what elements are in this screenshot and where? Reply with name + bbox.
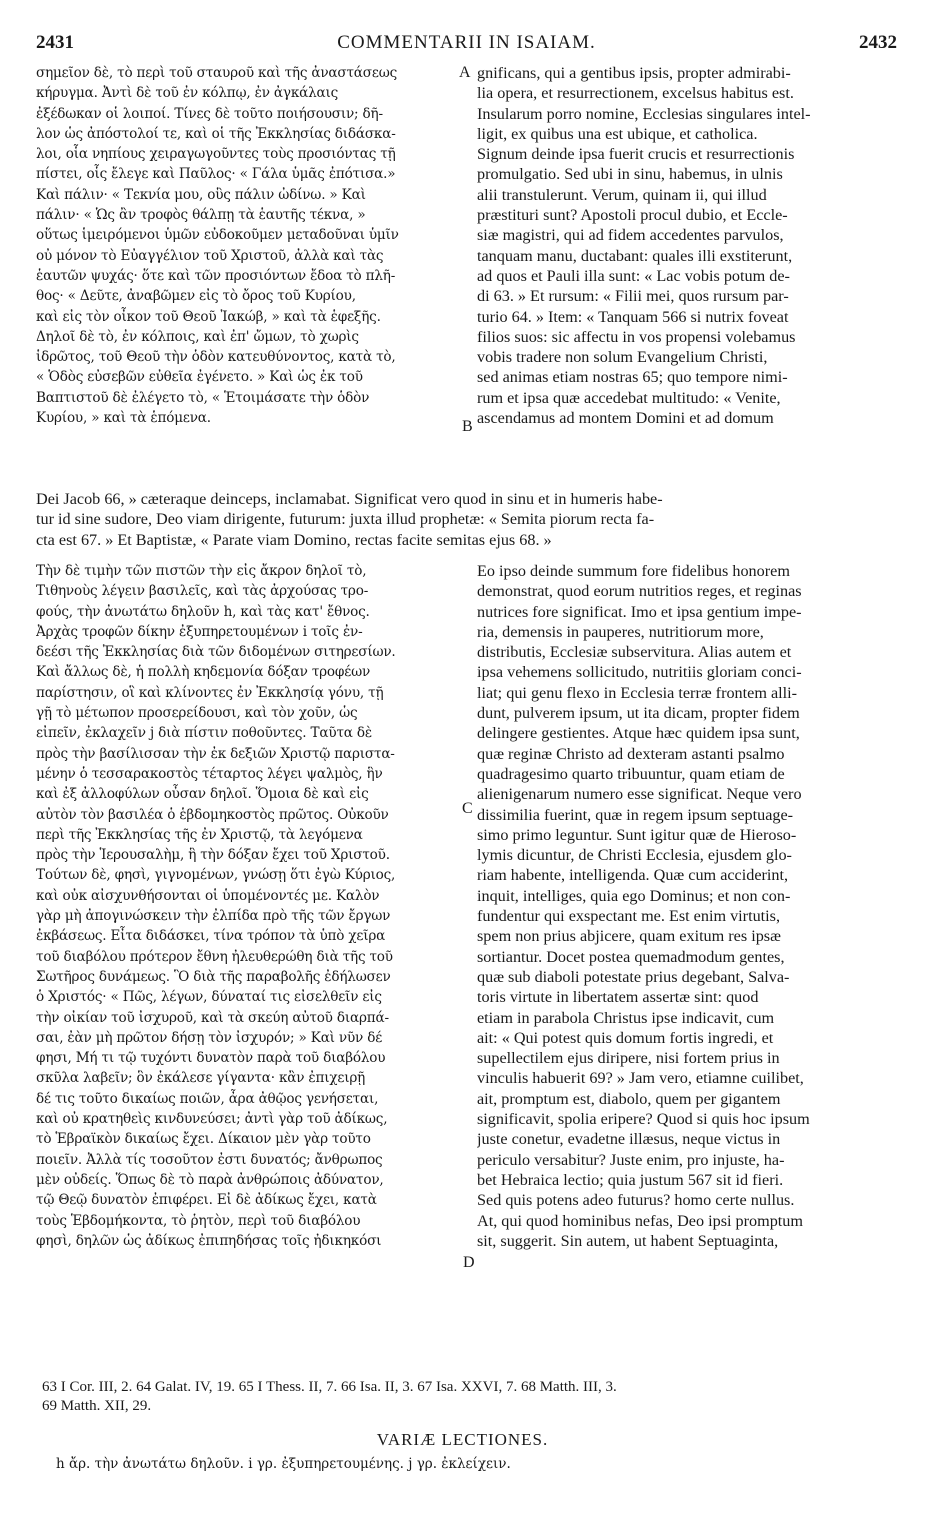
latin-line: dunt, pulverem ipsum, ut ita dicam, propter fidem bbox=[477, 704, 800, 723]
latin-line: rum et ipsa quæ accedebat multitudo: « Venite, bbox=[477, 388, 781, 407]
greek-line: κήρυγμα. Ἀντὶ δὲ τοῦ ἐν κόλπῳ, ἐν ἀγκάλαις bbox=[36, 85, 339, 102]
greek-line: θος· « Δεῦτε, ἀναβῶμεν εἰς τὸ ὄρος τοῦ Κυρίου, bbox=[36, 288, 356, 305]
latin-line: sit, suggerit. Sin autem, ut habent Septuaginta, bbox=[477, 1231, 779, 1250]
page-number-right: 2432 bbox=[859, 32, 897, 53]
greek-line: τὴν οἰκίαν τοῦ ἰσχυροῦ, καὶ τὰ σκεύη αὐτοῦ διαρπά- bbox=[36, 1009, 389, 1026]
greek-line: Καὶ πάλιν· « Τεκνία μου, οὓς πάλιν ὠδίνω. » Καὶ bbox=[36, 186, 366, 203]
latin-line: alienigenarum numero esse significat. Neque vero bbox=[477, 785, 802, 804]
greek-line: Ἀρχὰς τροφῶν δίκην ἐξυπηρετουμένων i τοῖς ἐν- bbox=[36, 623, 363, 640]
greek-line: καὶ οὐ κρατηθεὶς κινδυνεύσει; ἀντὶ γὰρ τοῦ ἀδίκως, bbox=[36, 1111, 388, 1128]
greek-line: ἐξέδωκαν οἱ λοιποί. Τίνες δὲ τοῦτο ποιήσουσιν; δῆ- bbox=[36, 105, 383, 122]
greek-line: πρὸς τὴν Ἱερουσαλὴμ, ἣ τὴν δόξαν ἔχει τοῦ Χριστοῦ. bbox=[36, 847, 390, 864]
greek-line: τῷ Θεῷ δυνατὸν ἐπιφέρει. Εἰ δὲ ἀδίκως ἔχει, κατὰ bbox=[36, 1192, 377, 1209]
footnote-line: 63 I Cor. III, 2. 64 Galat. IV, 19. 65 I Thess. II, 7. 66 Isa. II, 3. 67 Isa. XXVI, 7. 68 Matth. III, 3. bbox=[42, 1379, 617, 1395]
latin-line: Signum deinde ipsa fuerit crucis et resurrectionis bbox=[477, 145, 795, 164]
full-width-text bbox=[36, 489, 896, 550]
latin-line: ait, promptum est, diabolo, quem per gigantem bbox=[477, 1089, 781, 1108]
greek-line: πάλιν· « Ὡς ἂν τροφὸς θάλπῃ τὰ ἑαυτῆς τέκνα, » bbox=[36, 207, 366, 224]
greek-line: Καὶ ἄλλως δὲ, ἡ πολλὴ κηδεμονία δόξαν τροφέων bbox=[36, 664, 371, 681]
latin-line: demonstrat, quod eorum nutritios reges, et reginas bbox=[477, 582, 802, 601]
latin-line: ait: « Qui potest quis domum fortis ingredi, et bbox=[477, 1028, 774, 1047]
latin-line: inquit, intelliges, quia ego Dominus; et non con- bbox=[477, 886, 791, 905]
greek-line: ἱδρῶτος, τοῦ Θεοῦ τὴν ὁδὸν κατευθύνοντος, κατὰ τὸ, bbox=[36, 349, 396, 366]
latin-line: distributis, Ecclesiæ subservitura. Alias autem et bbox=[477, 643, 792, 662]
greek-line: μὲν οὐδείς. Ὅπως δὲ τὸ παρὰ ἀνθρώποις ἀδύνατον, bbox=[36, 1171, 384, 1188]
greek-line: τοὺς Ἑβδομήκοντα, τὸ ῥητὸν, περὶ τοῦ διαβόλου bbox=[36, 1212, 361, 1229]
greek-line: ἐκβάσεως. Εἶτα διδάσκει, τίνα τρόπον τὰ ὑπὸ χεῖρα bbox=[36, 928, 386, 945]
greek-line: πρὸς τὴν βασίλισσαν τὴν ἐκ δεξιῶν Χριστῷ παριστα- bbox=[36, 745, 395, 762]
latin-line: ipsa vehemens sollicitudo, nutritiis gloriam conci- bbox=[477, 663, 802, 682]
greek-line: καὶ ἐξ ἀλλοφύλων οὖσαν δηλοῖ. Ὅμοια δὲ καὶ εἰς bbox=[36, 786, 369, 803]
latin-line: supellectilem ejus diripere, nisi fortem prius in bbox=[477, 1049, 780, 1068]
greek-line: περὶ τῆς Ἐκκλησίας τῆς ἐν Χριστῷ, τὰ λεγόμενα bbox=[36, 826, 363, 843]
greek-line: ἑαυτῶν ψυχάς· ὅτε καὶ τῶν προσιόντων ἔδοα τὸ πλῆ- bbox=[36, 267, 396, 284]
latin-line: spem non prius abjicere, quam exitum res ipsæ bbox=[477, 927, 781, 946]
latin-line: lymis dicuntur, de Christi Ecclesia, ejusdem glo- bbox=[477, 846, 792, 865]
greek-line: τὸ Ἑβραϊκὸν δικαίως ἔχει. Δίκαιον μὲν γὰρ τοῦτο bbox=[36, 1131, 371, 1148]
latin-line: tanquam manu, ductabant: quales illi exstiterunt, bbox=[477, 246, 793, 265]
section-marker-d: D bbox=[463, 1254, 475, 1271]
latin-line: lia opera, et resurrectionem, excelsus habitus est. bbox=[477, 84, 794, 103]
greek-line: « Ὁδὸς εὐσεβῶν εὐθεῖα ἐγένετο. » Καὶ ὡς ἐκ τοῦ bbox=[36, 369, 363, 386]
latin-line: simo primo leguntur. Sunt igitur quæ de Hieroso- bbox=[477, 825, 797, 844]
full-width-line: Dei Jacob 66, » cæteraque deinceps, inclamabat. Significat vero quod in sinu et in humeris habe- bbox=[36, 490, 663, 508]
greek-column-top bbox=[36, 63, 461, 428]
latin-line: toris virtute in libertatem assertæ sint: quod bbox=[477, 988, 759, 1007]
greek-line: Τιθηνοὺς λέγειν βασιλεῖς, καὶ τὰς ἀρχούσας τρο- bbox=[36, 583, 369, 600]
latin-line: vobis tradere non solum Evangelium Christi, bbox=[477, 348, 768, 367]
latin-line: quadragesimo quarto tribuuntur, quam etiam de bbox=[477, 764, 785, 783]
greek-line: σκῦλα λαβεῖν; ὃν ἐκάλεσε γίγαντα· κἂν ἐπιχειρῇ bbox=[36, 1070, 366, 1087]
greek-line: φησι, Μή τι τῷ τυχόντι δυνατὸν παρὰ τοῦ διαβόλου bbox=[36, 1050, 386, 1067]
greek-line: καὶ εἰς τὸν οἶκον τοῦ Θεοῦ Ἰακώβ, » καὶ τὰ ἑφεξῆς. bbox=[36, 308, 381, 325]
greek-line: παρίστησιν, οἳ καὶ κλίνοντες ἐν Ἐκκλησίᾳ γόνυ, τῇ bbox=[36, 684, 384, 701]
latin-line: vinculis habuerit 69? » Jam vero, etiamne cuilibet, bbox=[477, 1069, 804, 1088]
greek-line: οὐ μόνον τὸ Εὐαγγέλιον τοῦ Χριστοῦ, ἀλλὰ καὶ τὰς bbox=[36, 247, 384, 264]
latin-line: filios suos: sic affectu in vos propensi volebamus bbox=[477, 327, 796, 346]
greek-line: λοι, οἷα νηπίους χειραγωγοῦντες τοὺς προσιόντας τῇ bbox=[36, 146, 396, 163]
greek-line: σημεῖον δὲ, τὸ περὶ τοῦ σταυροῦ καὶ τῆς ἀναστάσεως bbox=[36, 65, 398, 81]
latin-line: significavit, spolia eripere? Quod si quis hoc ipsum bbox=[477, 1110, 810, 1129]
greek-line: εἰπεῖν, ἐκλαχεῖν j διὰ πίστιν ποθοῦντες. Ταῦτα δὲ bbox=[36, 725, 372, 742]
latin-line: quæ sub diaboli potestate prius degebant, Salva- bbox=[477, 967, 790, 986]
latin-line: riam habente, intelligenda. Quæ cum acciderint, bbox=[477, 866, 789, 885]
greek-line: φησὶ, δηλῶν ὡς ἀδίκως ἐπιπηδήσας τοῖς ἠδικηκόσι bbox=[36, 1232, 382, 1249]
latin-line: bet Hebraica lectio; quia justum 567 sit id fieri. bbox=[477, 1170, 784, 1189]
latin-line: etiam in parabola Christus ipse indicavit, cum bbox=[477, 1008, 775, 1027]
greek-line: πίστει, οἷς ἔλεγε καὶ Παῦλος· « Γάλα ὑμᾶς ἐπότισα.» bbox=[36, 166, 396, 183]
greek-line: Βαπτιστοῦ δὲ ἐλέγετο τὸ, « Ἑτοιμάσατε τὴν ὁδὸν bbox=[36, 389, 370, 406]
latin-line: liat; qui genu flexo in Ecclesia terræ frontem alli- bbox=[477, 683, 798, 702]
greek-line: αὐτὸν τὸν βασιλέα ὁ ἑβδομηκοστὸς πρῶτος. Οὐκοῦν bbox=[36, 806, 389, 823]
greek-line: γὰρ μὴ ἀπογινώσκειν τὴν ἐλπίδα πρὸ τῆς τῶν ἔργων bbox=[36, 908, 391, 925]
footnote-line: 69 Matth. XII, 29. bbox=[42, 1398, 152, 1414]
greek-line: δέ τις τοῦτο δικαίως ποιῶν, ἆρα ἀθῷος γενήσεται, bbox=[36, 1090, 379, 1107]
latin-line: Eo ipso deinde summum fore fidelibus honorem bbox=[477, 562, 790, 580]
greek-line: σαι, ἐὰν μὴ πρῶτον δήσῃ τὸν ἰσχυρόν; » Καὶ νῦν δέ bbox=[36, 1029, 383, 1046]
latin-line: promulgatio. Sed ubi in sinu, habemus, in ulnis bbox=[477, 165, 783, 184]
latin-line: ascendamus ad montem Domini et ad domum bbox=[477, 409, 774, 428]
greek-line: οὕτως ἱμειρόμενοι ὑμῶν εὐδοκοῦμεν μεταδοῦναι ὑμῖν bbox=[36, 227, 399, 244]
latin-line: ad quos et Pauli illa sunt: « Lac vobis potum de- bbox=[477, 266, 790, 285]
greek-line: ὁ Χριστός· « Πῶς, λέγων, δύναταί τις εἰσελθεῖν εἰς bbox=[36, 989, 382, 1006]
latin-line: dissimilia fuerint, quæ in regem ipsum septuage- bbox=[477, 805, 794, 824]
latin-line: At, qui quod hominibus nefas, Deo ipsi promptum bbox=[477, 1211, 803, 1230]
greek-line: καὶ οὐκ αἰσχυνθήσονται οἱ ὑπομένοντές με. Καλὸν bbox=[36, 887, 380, 904]
latin-line: sortiantur. Docet postea quemadmodum gentes, bbox=[477, 947, 785, 966]
greek-line: Κυρίου, » καὶ τὰ ἑπόμενα. bbox=[36, 410, 211, 427]
greek-line: Δηλοῖ δὲ τὸ, ἐν κόλποις, καὶ ἐπ' ὤμων, τὸ χωρὶς bbox=[36, 328, 359, 345]
latin-line: quæ reginæ Christo ad dexteram astanti psalmo bbox=[477, 744, 785, 763]
greek-line: Τὴν δὲ τιμὴν τῶν πιστῶν τὴν εἰς ἄκρον δηλοῖ τὸ, bbox=[36, 563, 367, 579]
latin-column-bottom bbox=[477, 561, 895, 1251]
page-header bbox=[36, 32, 897, 62]
latin-line: gnificans, qui a gentibus ipsis, propter admirabi- bbox=[477, 64, 791, 82]
latin-line: fundentur qui exspectant me. Est enim virtutis, bbox=[477, 907, 781, 926]
page-number-left: 2431 bbox=[36, 32, 74, 53]
latin-line: præstituri sunt? Apostoli procul dubio, et Eccle- bbox=[477, 206, 788, 225]
greek-line: λον ὡς ἀπόστολοί τε, καὶ οἱ τῆς Ἐκκλησίας διδάσκα- bbox=[36, 125, 396, 142]
section-marker-b: B bbox=[462, 418, 473, 435]
latin-line: juste conetur, evadetne illæsus, neque victus in bbox=[477, 1130, 781, 1149]
section-marker-c: C bbox=[462, 800, 473, 817]
latin-line: nutrices fore significat. Imo et ipsa gentium impe- bbox=[477, 602, 802, 621]
latin-line: sed animas etiam nostras 65; quo tempore nimi- bbox=[477, 368, 788, 387]
greek-line: τοῦ διαβόλου πρότερον ἔθνη ἠλευθερώθη διὰ τῆς τοῦ bbox=[36, 948, 393, 965]
latin-line: alii transtulerunt. Verum, quinam ii, qui illud bbox=[477, 185, 767, 204]
latin-line: Insularum porro nomine, Ecclesias singulares intel- bbox=[477, 104, 811, 123]
latin-line: ligit, ex quibus una est ubique, et catholica. bbox=[477, 124, 758, 143]
latin-line: periculo versabitur? Juste enim, pro injuste, ha- bbox=[477, 1150, 785, 1169]
greek-line: φούς, τὴν ἀνωτάτω δηλοῦν h, καὶ τὰς κατ' ἔθνος. bbox=[36, 603, 370, 620]
greek-line: Σωτῆρος δυνάμεως. Ὃ διὰ τῆς παραβολῆς ἐδήλωσεν bbox=[36, 968, 391, 985]
greek-line: μένην ὁ τεσσαρακοστὸς τέταρτος λέγει ψαλμὸς, ἣν bbox=[36, 765, 383, 782]
full-width-line: cta est 67. » Et Baptistæ, « Parate viam Domino, rectas facite semitas ejus 68. » bbox=[36, 530, 552, 549]
latin-line: ria, demensis in pauperes, nutritiorum more, bbox=[477, 622, 764, 641]
greek-column-bottom bbox=[36, 561, 461, 1251]
greek-line: ποιεῖν. Ἀλλὰ τίς τοσοῦτον ἐστι δυνατός; ἄνθρωπος bbox=[36, 1151, 383, 1168]
full-width-line: tur id sine sudore, Deo viam dirigente, futurum: juxta illud prophetæ: « Semita piorum recta fa- bbox=[36, 510, 655, 529]
latin-line: turio 64. » Item: « Tanquam 566 si nutrix foveat bbox=[477, 307, 789, 326]
greek-line: δεέσι τῆς Ἐκκλησίας διὰ τῶν διδομένων σιτηρεσίων. bbox=[36, 644, 396, 661]
latin-column-top bbox=[477, 63, 895, 428]
variae-lectiones-title: VARIÆ LECTIONES. bbox=[376, 1430, 549, 1449]
running-title: COMMENTARII IN ISAIAM. bbox=[337, 32, 596, 53]
footnotes bbox=[42, 1378, 902, 1416]
latin-line: siæ magistri, qui ad fidem accedentes parvulos, bbox=[477, 226, 784, 245]
variae-lectiones-text: h ἄρ. τὴν ἀνωτάτω δηλοῦν. i γρ. ἐξυπηρετουμένης. j γρ. ἐκλείχειν. bbox=[56, 1456, 511, 1472]
greek-line: γῇ τὸ μέτωπον προσερείδουσι, καὶ τὸν χοῦν, ὡς bbox=[36, 705, 358, 722]
latin-line: delingere gestientes. Atque hæc quidem ipsa sunt, bbox=[477, 724, 800, 743]
latin-line: di 63. » Et rursum: « Filii mei, quos rursum par- bbox=[477, 287, 789, 306]
greek-line: Τούτων δὲ, φησὶ, γιγνομένων, γνώσῃ ὅτι ἐγὼ Κύριος, bbox=[36, 867, 396, 884]
latin-line: Sed quis potens adeo futurus? homo certe nullus. bbox=[477, 1191, 795, 1210]
section-marker-a: A bbox=[459, 64, 471, 81]
